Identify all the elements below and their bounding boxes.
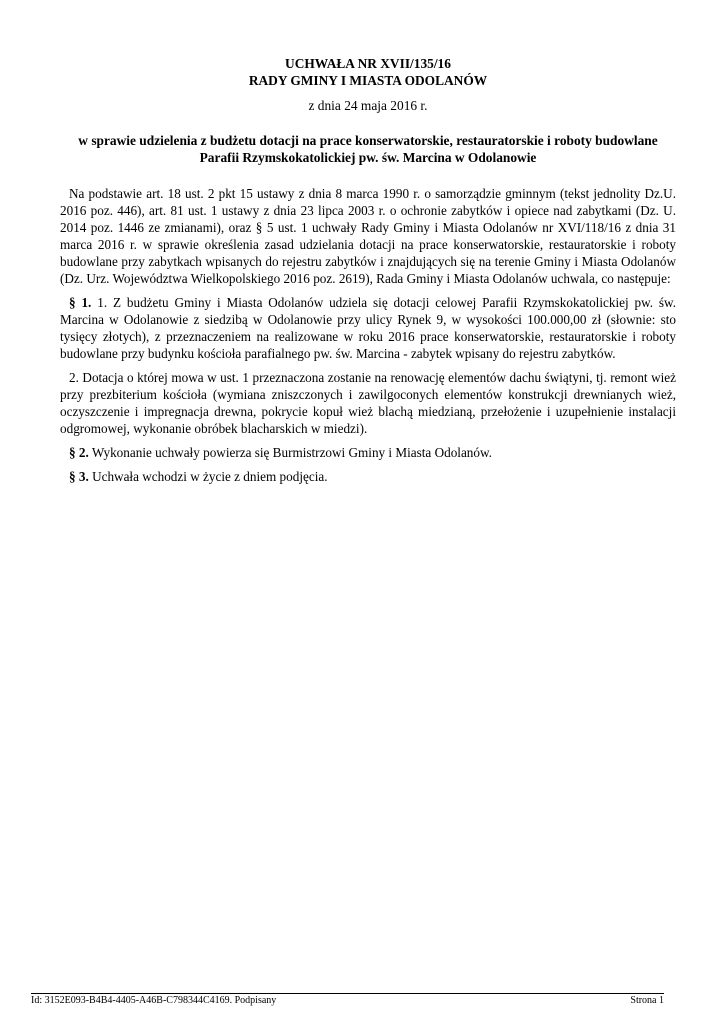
section-1-paragraph-2: 2. Dotacja o której mowa w ust. 1 przeznaczona zostanie na renowację elementów dachu świątyni, tj. remont wież przy prezbiterium kościoła (wymiana zniszczonych i zawilgoconych elementów konstrukcji drewnianych wież, oczyszczenie i impregnacja drewna, pokrycie kopuł wież blachą miedzianą, przełożenie i uzupełnienie instalacji odgromowej, wykonanie obróbek blacharskich w miedzi).: [60, 370, 676, 436]
section-2-label: § 2.: [69, 445, 89, 460]
footer-divider: [31, 993, 664, 994]
resolution-title: [60, 55, 676, 89]
section-2-text: Wykonanie uchwały powierza się Burmistrzowi Gminy i Miasta Odolanów.: [91, 445, 492, 460]
section-2: [60, 444, 676, 461]
title-line-1: UCHWAŁA NR XVII/135/16: [285, 56, 451, 71]
footer-page-number: Strona 1: [630, 995, 664, 1006]
section-3-label: § 3.: [69, 469, 89, 484]
section-1-label: § 1.: [69, 295, 92, 310]
resolution-body: [60, 185, 676, 492]
preamble: Na podstawie art. 18 ust. 2 pkt 15 ustawy z dnia 8 marca 1990 r. o samorządzie gminnym (tekst jednolity Dz.U. 2016 poz. 446), art. 81 ust. 1 ustawy z dnia 23 lipca 2003 r. o ochronie zabytków i opiece nad zabytkami (Dz. U. 2014 poz. 1446 ze zmianami), oraz § 5 ust. 1 uchwały Rady Gminy i Miasta Odolanów nr XVI/118/16 z dnia 31 marca 2016 r. w sprawie określenia zasad udzielania dotacji na prace konserwatorskie, restauratorskie i roboty budowlane przy zabytkach wpisanych do rejestru zabytków i znajdujących się na terenie Gminy i Miasta Odolanów (Dz. Urz. Województwa Wielkopolskiego 2016 poz. 2619), Rada Gminy i Miasta Odolanów uchwala, co następuje:: [60, 186, 676, 286]
section-3-text: Uchwała wchodzi w życie z dniem podjęcia.: [92, 469, 328, 484]
subject-line-1: w sprawie udzielenia z budżetu dotacji na prace konserwatorskie, restauratorskie i roboty budowlane: [78, 133, 658, 148]
subject-line-2: Parafii Rzymskokatolickiej pw. św. Marcina w Odolanowie: [199, 150, 537, 165]
section-1-paragraph-1: [60, 294, 676, 362]
footer-document-id: Id: 3152E093-B4B4-4405-A46B-C798344C4169. Podpisany: [31, 995, 277, 1006]
resolution-date: z dnia 24 maja 2016 r.: [308, 98, 428, 113]
resolution-subject: [60, 132, 676, 166]
section-3: [60, 468, 676, 485]
title-line-2: RADY GMINY I MIASTA ODOLANÓW: [248, 73, 488, 88]
section-1-text: 1. Z budżetu Gminy i Miasta Odolanów udziela się dotacji celowej Parafii Rzymskokatolickiej pw. św. Marcina w Odolanowie z siedzibą w Odolanowie przy ulicy Rynek 9, w wysokości 100.000,00 zł (słownie: sto tysięcy złotych), z przeznaczeniem na realizowane w roku 2016 prace konserwatorskie, restauratorskie i roboty budowlane przy budynku kościoła parafialnego pw. św. Marcina - zabytek wpisany do rejestru zabytków.: [60, 295, 677, 361]
